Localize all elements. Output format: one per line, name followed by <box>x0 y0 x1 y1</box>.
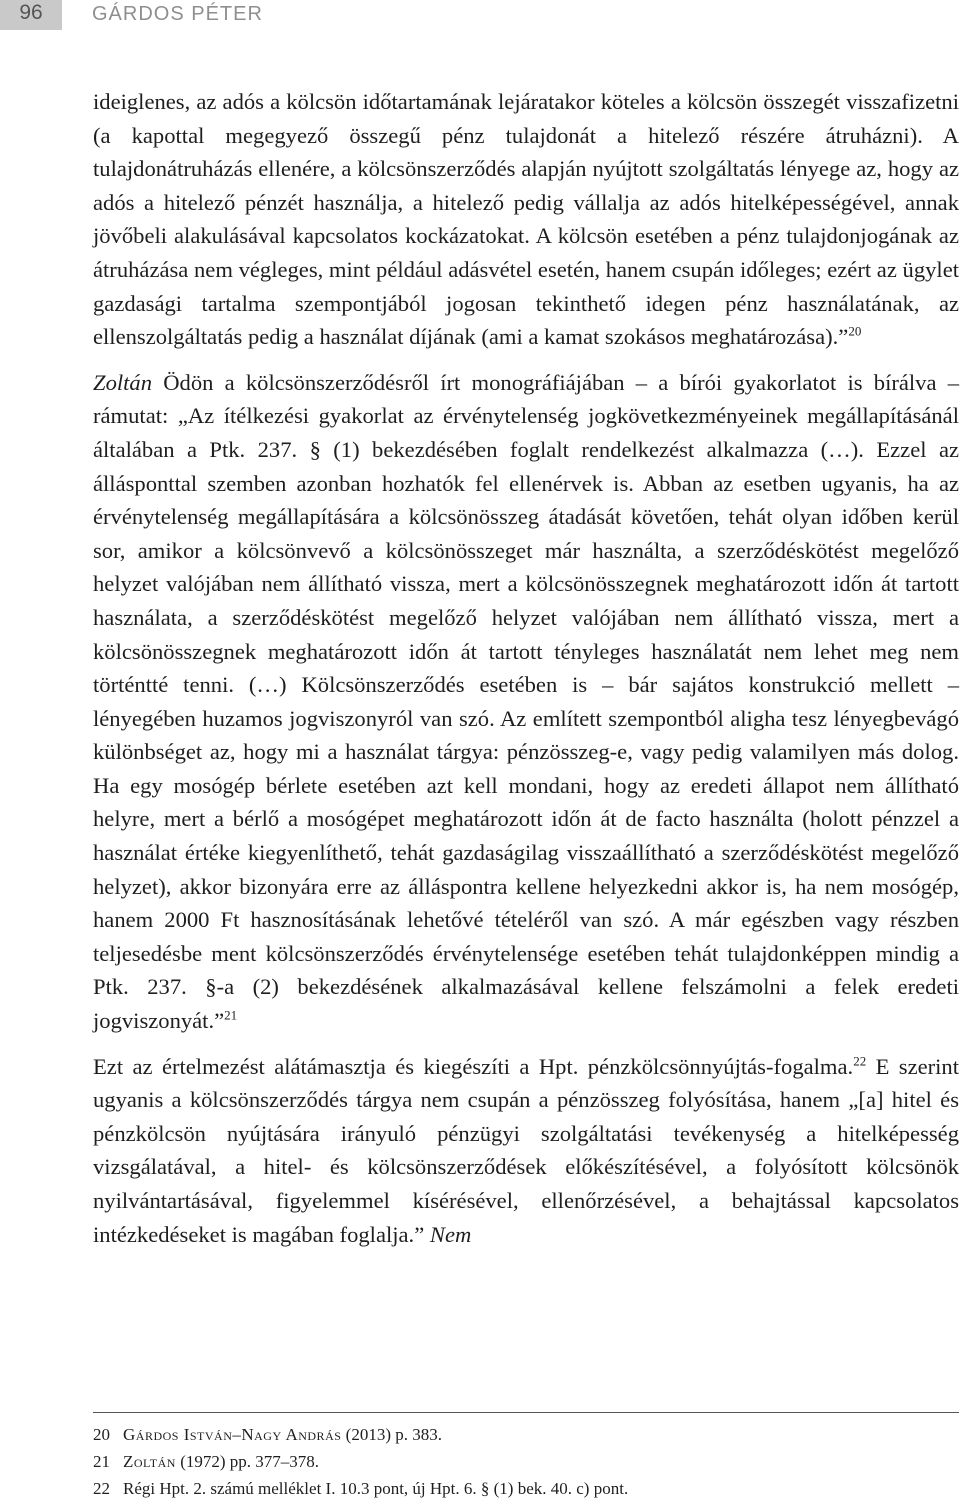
footnote-text: (1972) pp. 377–378. <box>175 1452 320 1471</box>
paragraph-3-text: Ezt az értelmezést alátámasztja és kiegészíti a Hpt. pénzkölcsönnyújtás-fogalma. <box>93 1053 854 1079</box>
footnote-author: Gárdos István–Nagy András <box>123 1425 342 1444</box>
paragraph-3 <box>93 1050 959 1252</box>
footnote-ref-20[interactable]: 20 <box>848 323 862 339</box>
footnote-text: (2013) p. 383. <box>341 1425 442 1444</box>
footnote-20 <box>93 1421 959 1448</box>
page-number: 96 <box>0 0 62 30</box>
paragraph-1 <box>93 85 959 354</box>
running-head: GÁRDOS PÉTER <box>92 3 263 25</box>
footnote-ref-21[interactable]: 21 <box>224 1007 238 1023</box>
body-text <box>93 85 959 1263</box>
page-header <box>0 0 960 30</box>
footnotes <box>93 1412 959 1502</box>
footnote-text: Régi Hpt. 2. számú melléklet I. 10.3 pont, új Hpt. 6. § (1) bek. 40. c) pont. <box>123 1479 629 1498</box>
footnote-22 <box>93 1475 959 1502</box>
footnote-number: 20 <box>93 1425 110 1444</box>
footnote-ref-22[interactable]: 22 <box>853 1053 867 1069</box>
paragraph-2-text: Ödön a kölcsönszerződésről írt monográfiájában – a bírói gyakorlatot is bírálva – rámutat: „Az ítélkezési gyakorlat az érvénytelenség jogkövetkezményeinek megállapításánál általában a Ptk. 237. § (1) bekezdésében foglalt rendelkezést alkalmazza (…). Ezzel az állásponttal szemben azonban hozhatók fel ellenérvek is. Abban az esetben ugyanis, ha az érvénytelenség megállapítására a kölcsönösszeg átadását követően, tehát olyan időben kerül sor, amikor a kölcsönvevő a kölcsönösszeget már használta, a szerződéskötést megelőző helyzet valójában nem állítható vissza, mert a kölcsönösszegnek meghatározott időn át tartott használata, a szerződéskötést megelőző helyzet valójában nem állítható vissza, mert a kölcsönösszegnek meghatározott időn át tartott tényleges használatát nem lehet meg nem történtté tenni. (…) Kölcsönszerződés esetében is – bár sajátos konstrukció mellett – lényegében huzamos jogviszonyról van szó. Az említett szempontból aligha tesz lényegbevágó különbséget az, hogy mi a használat tárgya: pénzösszeg-e, vagy pedig valamilyen más dolog. Ha egy mosógép bérlete esetében azt kell mondani, hogy az eredeti állapot nem állítható helyre, mert a bérlő a mosógépet meghatározott időn át de facto használta (holott pénzzel a használat értéke kiegyenlíthető, tehát gazdaságilag visszaállítható a szerződéskötést megelőző helyzet), akkor bizonyára erre az álláspontra kellene helyezkedni akkor is, ha nem mosógép, hanem 2000 Ft hasznosításának lehetővé tételéről van szó. A már egészben vagy részben teljesedésbe ment kölcsönszerződés érvénytelensége esetében tehát tulajdonképpen mindig a Ptk. 237. §-a (2) bekezdésének alkalmazásával kellene felszámolni a felek eredeti jogviszonyát.” <box>93 369 959 1034</box>
paragraph-3-text-cont: E szerint ugyanis a kölcsönszerződés tárgya nem csupán a pénzösszeg folyósítása, hanem „[a] hitel és pénzkölcsön nyújtására irányuló pénzügyi szolgáltatási tevékenység a hitelképesség vizsgálatával, a hitel- és kölcsönszerződések előkészítésével, a folyósított kölcsönök nyilvántartásával, figyelemmel kísérésével, ellenőrzésével, a behajtással kapcsolatos intézkedéseket is magában foglalja.” <box>93 1053 959 1247</box>
paragraph-3-tail: Nem <box>429 1221 472 1247</box>
author-name: Zoltán <box>93 369 153 395</box>
footnote-number: 21 <box>93 1452 110 1471</box>
footnote-21 <box>93 1448 959 1475</box>
paragraph-2 <box>93 366 959 1038</box>
footnote-number: 22 <box>93 1479 110 1498</box>
footnote-author: Zoltán <box>123 1452 176 1471</box>
paragraph-1-text: ideiglenes, az adós a kölcsön időtartamának lejáratakor köteles a kölcsön összegét visszafizetni (a kapottal megegyező összegű pénz tulajdonát a hitelező részére átruházni). A tulajdonátruházás ellenére, a kölcsönszerződés alapján nyújtott szolgáltatás lényege az, hogy az adós a hitelező pénzét használja, a hitelező pedig vállalja az adós hitelképességével, annak jövőbeli alakulásával kapcsolatos kockázatokat. A kölcsön esetében a pénz tulajdonjogának az átruházása nem végleges, mint például adásvétel esetén, hanem csupán időleges; ezért az ügylet gazdasági tartalma szempontjából jogosan tekinthető idegen pénz használatának, az ellenszolgáltatás pedig a használat díjának (ami a kamat szokásos meghatározása).” <box>93 89 959 350</box>
